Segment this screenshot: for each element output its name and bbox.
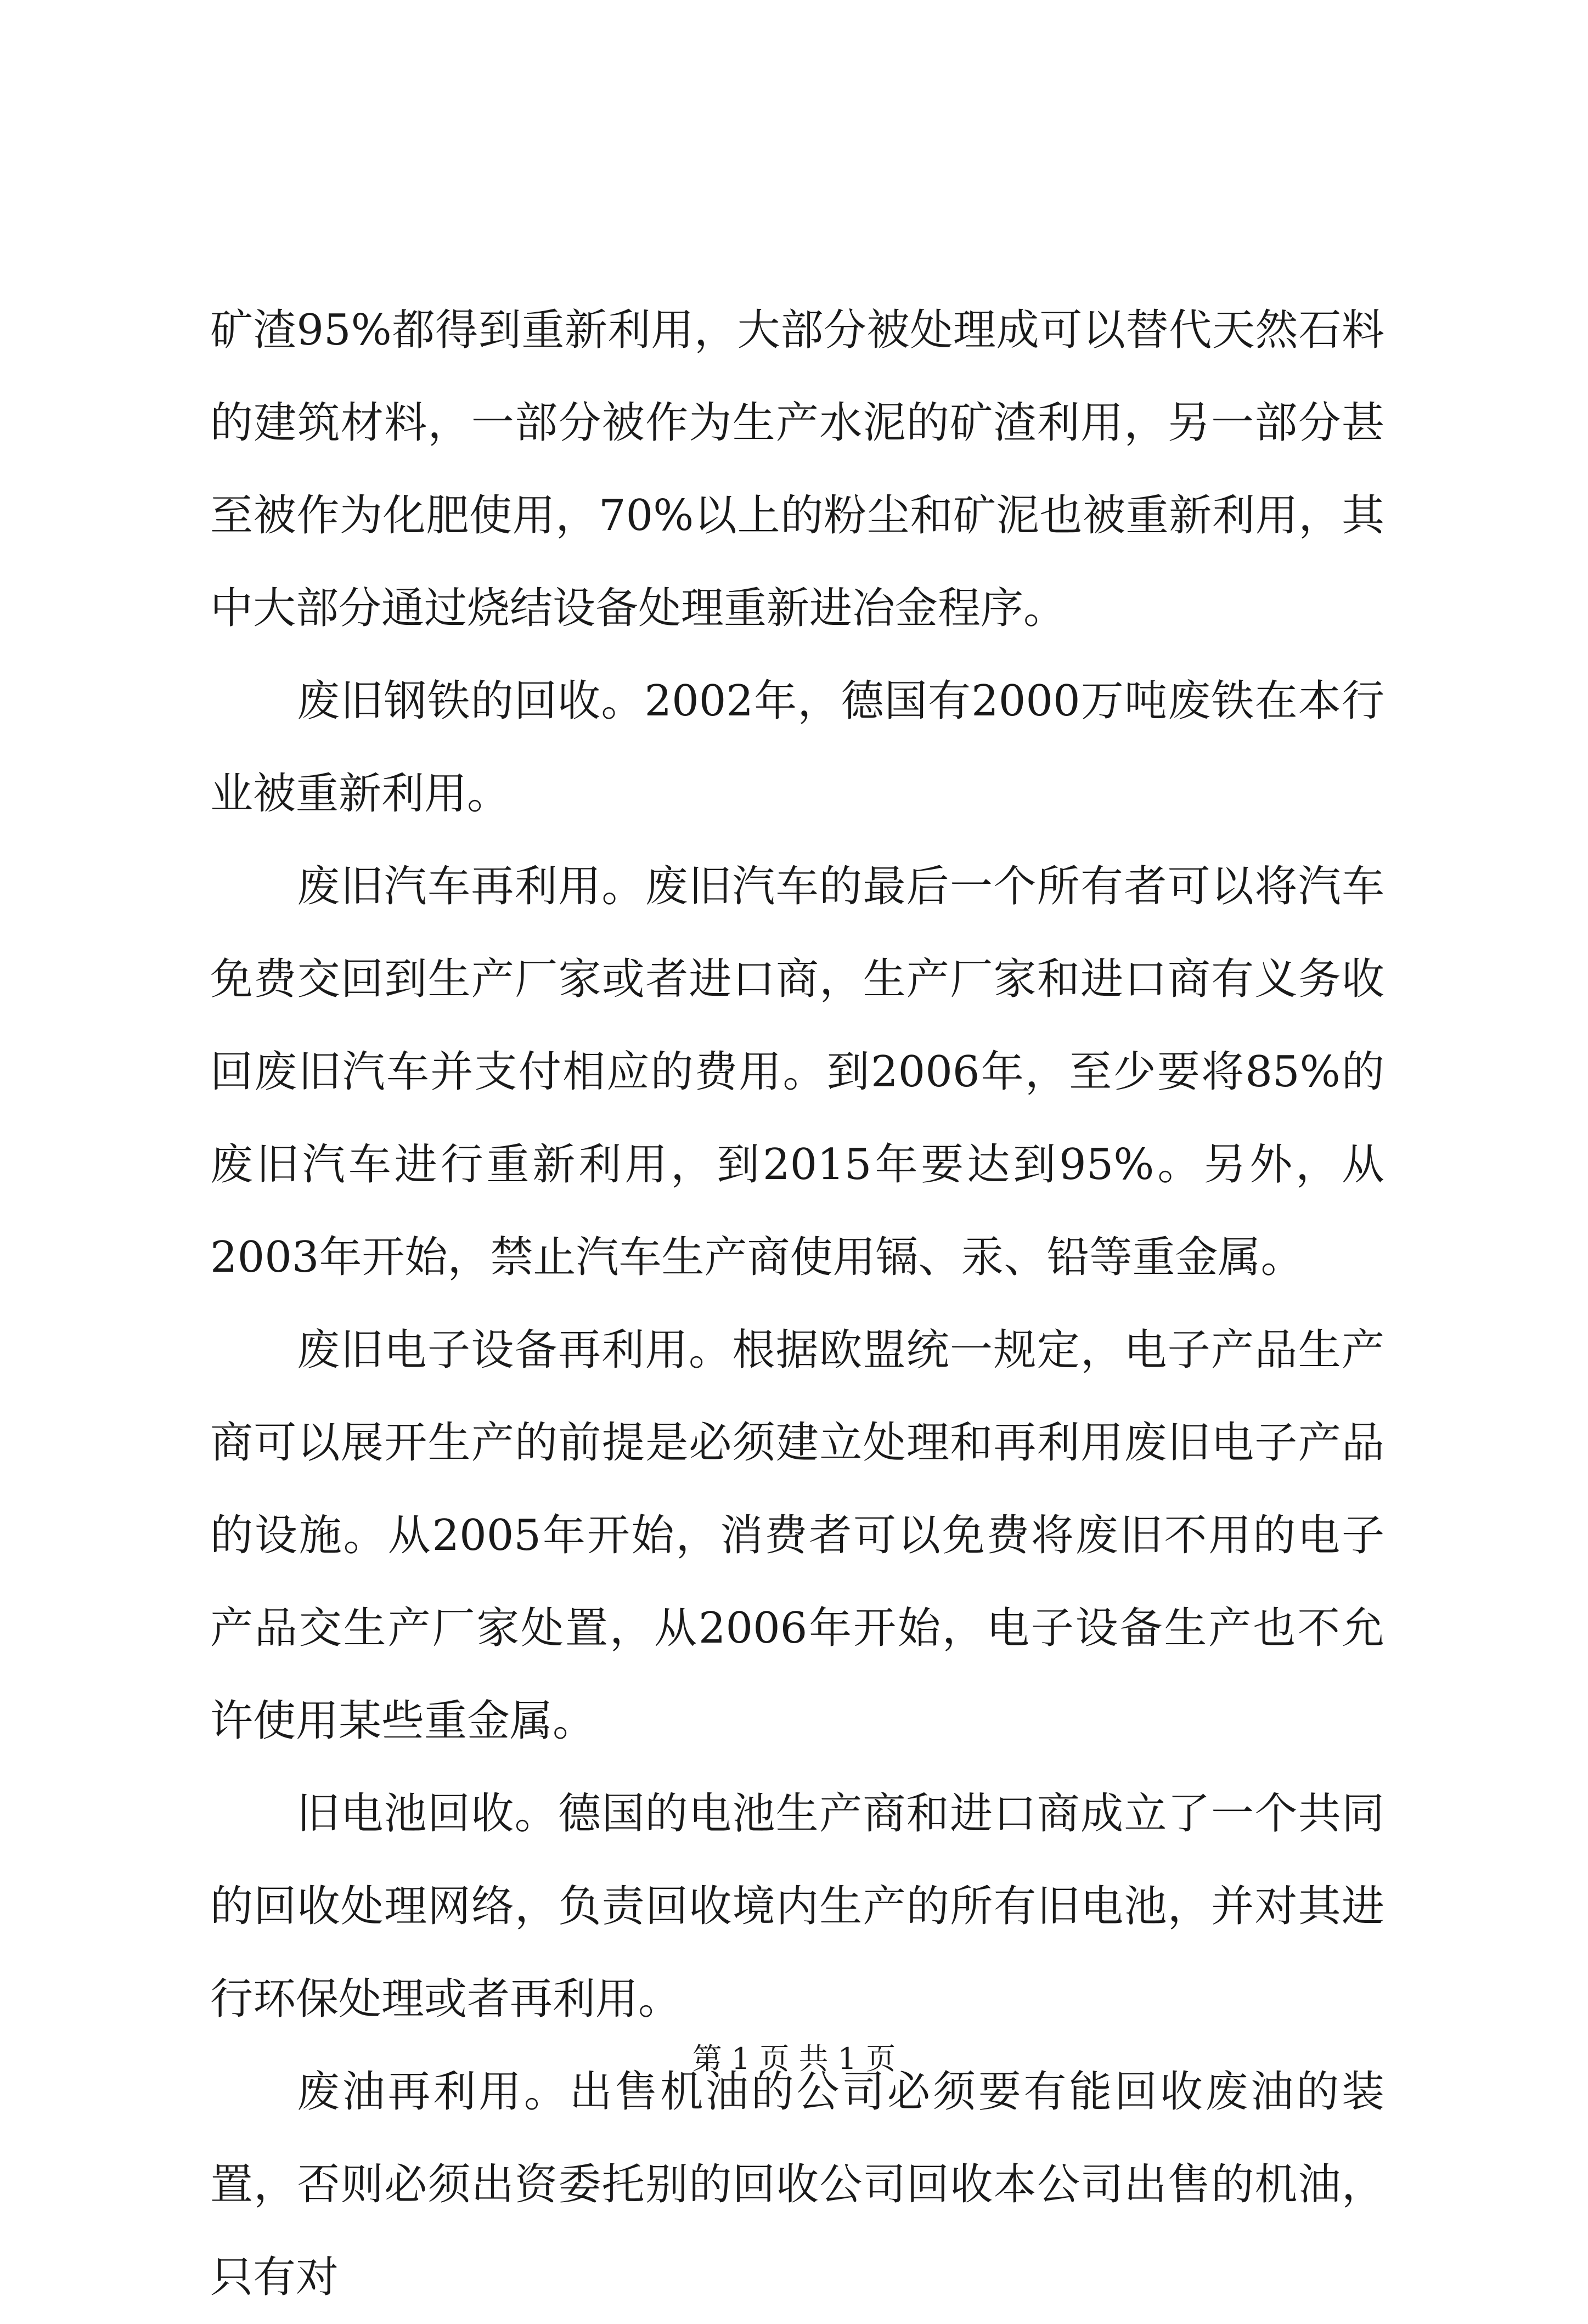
paragraph-scrap-steel: 废旧钢铁的回收。2002年，德国有2000万吨废铁在本行业被重新利用。 [210, 676, 1384, 819]
paragraph-batteries: 旧电池回收。德国的电池生产商和进口商成立了一个共同的回收处理网络，负责回收境内生产的所有旧电池，并对其进行环保处理或者再利用。 [210, 1789, 1384, 2024]
document-body [210, 284, 1384, 2324]
paragraph-waste-oil: 废油再利用。出售机油的公司必须要有能回收废油的装置，否则必须出资委托别的回收公司回收本公司出售的机油，只有对 [210, 2067, 1384, 2302]
paragraph-scrap-cars: 废旧汽车再利用。废旧汽车的最后一个所有者可以将汽车免费交回到生产厂家或者进口商，生产厂家和进口商有义务收回废旧汽车并支付相应的费用。到2006年，至少要将85%的废旧汽车进行重新利用，到2015年要达到95%。另外，从2003年开始，禁止汽车生产商使用镉、汞、铅等重金属。 [210, 862, 1384, 1282]
paragraph-electronics: 废旧电子设备再利用。根据欧盟统一规定，电子产品生产商可以展开生产的前提是必须建立处理和再利用废旧电子产品的设施。从2005年开始，消费者可以免费将废旧不用的电子产品交生产厂家处置，从2006年开始，电子设备生产也不允许使用某些重金属。 [210, 1325, 1384, 1746]
page-footer: 第 1 页 共 1 页 [692, 2041, 896, 2076]
paragraph-slag-reuse: 矿渣95%都得到重新利用，大部分被处理成可以替代天然石料的建筑材料，一部分被作为生产水泥的矿渣利用，另一部分甚至被作为化肥使用，70%以上的粉尘和矿泥也被重新利用，其中大部分通过烧结设备处理重新进冶金程序。 [210, 306, 1384, 633]
